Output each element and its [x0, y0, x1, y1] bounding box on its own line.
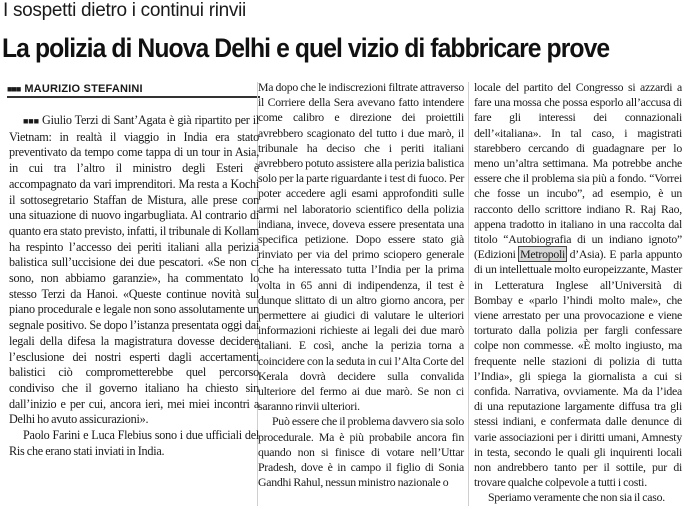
paragraph: Paolo Farini e Luca Flebius sono i due ufficiali del Ris che erano stati inviati in India.: [9, 428, 259, 458]
paragraph: Può essere che il problema davvero sia solo procedurale. Ma è più probabile ancora fin quando non si finisce di votare nell’Uttar Pradesh, dove è in campo il figlio di Sonia Gandhi Rahul, nessun ministro nazionale o: [258, 414, 464, 490]
article-column-1: [9, 113, 259, 459]
paragraph-text: d’Asia). E parla appunto di un intellettuale molto europeizzante, Master in Letteratura Inglese all’Università di Bombay e «parlo l’hindi molto male», che viene arrestato per una provocazione e viene torturato dalla polizia per fargli confessare colpe non commesse. «È molto ingiusto, ma frequente nelle stazioni di polizia di tutta l’India», gli spiega la giornalista a cui si confida. Narrativa, ovviamente. Ma da l’idea di una reputazione largamente diffusa tra gli stessi indiani, e confermata dalle denunce di varie associazioni per i diritti umani, Amnesty in testa, secondo le quali gli inquirenti locali non andrebbero tanto per il sottile, pur di trovare qualche colpevole a tutti i costi.: [474, 247, 682, 490]
paragraph: [474, 80, 682, 490]
article-kicker: I sospetti dietro i continui rinvii: [3, 0, 246, 21]
paragraph-text: locale del partito del Congresso si azzardi a fare una mossa che possa esporlo all’accusa di fare gli interessi dei connazionali dell’«italiana». In tal caso, i magistrati starebbero cercando di guadagnare per lo meno un’altra settimana. Ma potrebbe anche essere che il problema sia più a fondo. “Vorrei che fosse un incubo”, ad esempio, è un racconto dello scrittore indiano R. Raj Rao, appena tradotto in italiano in una raccolta dal titolo “Autobiografia di un indiano ignoto” (Edizioni: [474, 80, 682, 262]
article-column-3: [474, 80, 682, 506]
author-name: MAURIZIO STEFANINI: [24, 83, 143, 95]
lead-marker: ■■■: [23, 116, 39, 126]
byline: [7, 82, 260, 98]
closing-paragraph: Speriamo veramente che non sia il caso.: [488, 490, 665, 505]
highlighted-word: Metropoli: [520, 247, 566, 262]
article-column-2: [258, 80, 464, 490]
byline-marker: ■■■: [7, 84, 21, 94]
paragraph: Ma dopo che le indiscrezioni filtrate attraverso il Corriere della Sera avevano fatto intendere come calibro e direzione dei proiettili avrebbero scagionato del tutto i due marò, il tribunale ha deciso che i periti italiani avrebbero potuto assistere alla perizia balistica solo per la parte riguardante i test di fuoco. Per poter accedere agli esami approfonditi sulle armi nel laboratorio scientifico della polizia indiana, invece, doveva essere presentata una specifica petizione. Dopo essere stato già rinviato per via del primo sciopero generale che ha interessato tutta l’India per la prima volta in 65 anni di indipendenza, il test è dunque slittato di un altro giorno ancora, per permettere ai giudici di valutare le ulteriori informazioni richieste ai legali dei due marò italiani. E così, anche la perizia torna a coincidere con la seduta in cui l’Alta Corte del Kerala dovrà decidere sulla convalida ulteriore del fermo ai due marò. Se non ci saranno rinvii ulteriori.: [258, 80, 464, 414]
article-headline: La polizia di Nuova Delhi e quel vizio di fabbricare prove: [2, 33, 610, 63]
lead-paragraph: [9, 113, 259, 428]
column-divider: [468, 82, 469, 506]
paragraph-text: Giulio Terzi di Sant’Agata è già ripartito per il Vietnam: in realtà il viaggio in India era stato preventivato da tempo come tappa di un tour in Asia, in cui tra l’altro il ministro degli Esteri è accompagnato da vari imprenditori. Ma resta a Kochi il sottosegretario Staffan de Mistura, alle prese con una situazione di nuovo ingarbugliata. Al contrario di quanto era stato previsto, infatti, il tribunale di Kollam ha respinto l’accesso dei periti italiani alla perizia balistica sull’uccisione dei due pescatori. «Se non ci sono, non abbiamo garanzie», ha commentato lo stesso Terzi da Hanoi. «Queste continue novità sul piano procedurale e legale non sono assolutamente un segnale positivo. Se dopo l’istanza presentata oggi dai legali della difesa la magistratura dovesse decidere l’esclusione dei nostri esperti dagli accertamenti balistici ciò comprometterebbe quel percorso condiviso che il governo italiano ha chiesto sin dall’inizio e per cui, ancora ieri, mei miei incontri a Delhi ho avuto assicurazioni».: [9, 113, 260, 427]
